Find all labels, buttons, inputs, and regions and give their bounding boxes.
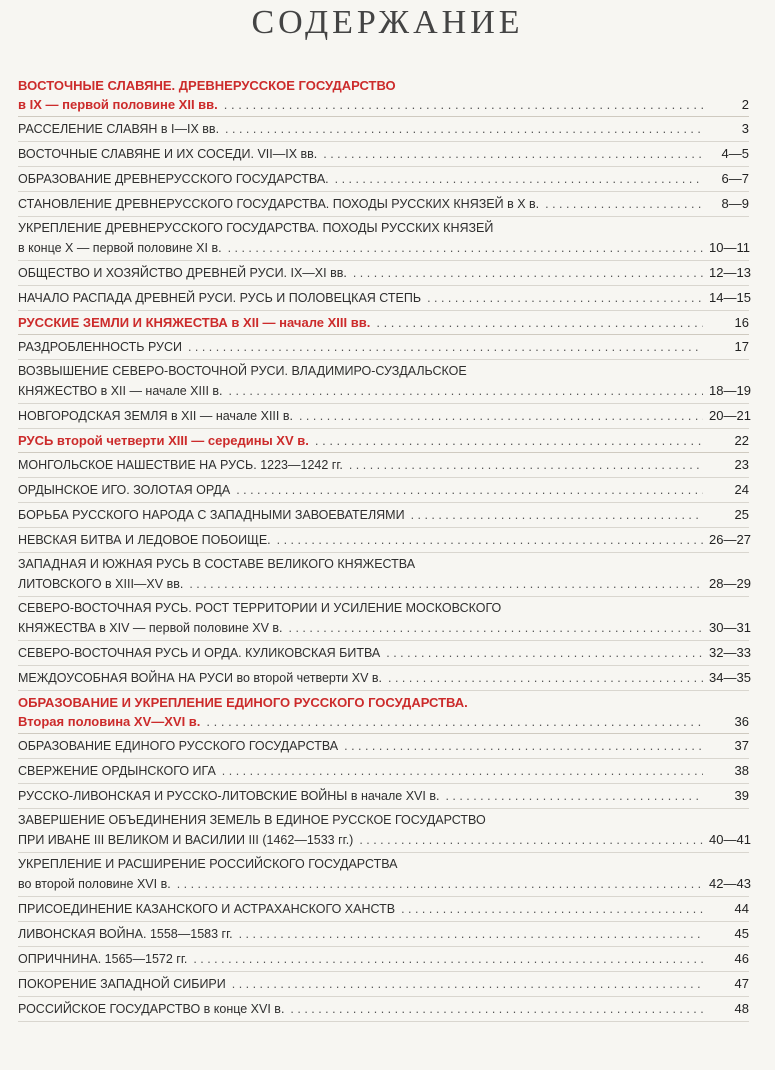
dot-leader bbox=[236, 481, 703, 500]
dot-leader bbox=[289, 619, 703, 638]
toc-entry[interactable] bbox=[18, 453, 749, 478]
page-number: 40—41 bbox=[709, 832, 751, 847]
toc-entry-title: ОРДЫНСКОЕ ИГО. ЗОЛОТАЯ ОРДА bbox=[18, 483, 231, 497]
page-number: 38 bbox=[734, 763, 749, 778]
toc-entry-title: РАССЕЛЕНИЕ СЛАВЯН в I—IX вв. bbox=[18, 122, 220, 136]
toc-entry[interactable] bbox=[18, 142, 749, 167]
toc-entry[interactable] bbox=[18, 947, 749, 972]
page-number: 22 bbox=[734, 433, 749, 448]
toc-entry-title: ОБРАЗОВАНИЕ ДРЕВНЕРУССКОГО ГОСУДАРСТВА. bbox=[18, 172, 329, 186]
toc-entry-title: РУССКО-ЛИВОНСКАЯ И РУССКО-ЛИТОВСКИЕ ВОЙНЫ в начале XVI в. bbox=[18, 789, 440, 803]
dot-leader bbox=[344, 737, 703, 756]
dot-leader bbox=[353, 264, 703, 283]
toc-entry-title: ОБЩЕСТВО И ХОЗЯЙСТВО ДРЕВНЕЙ РУСИ. IX—XI вв. bbox=[18, 266, 347, 280]
toc-entry-title: во второй половине XVI в. bbox=[18, 877, 171, 891]
toc-entry-title-line: ОБРАЗОВАНИЕ И УКРЕПЛЕНИЕ ЕДИНОГО РУССКОГО ГОСУДАРСТВА. bbox=[18, 695, 468, 710]
dot-leader bbox=[177, 875, 703, 894]
toc-entry-title: в IX — первой половине XII вв. bbox=[18, 97, 218, 112]
page-number: 17 bbox=[734, 339, 749, 354]
toc-entry-title: СЕВЕРО-ВОСТОЧНАЯ РУСЬ И ОРДА. КУЛИКОВСКАЯ БИТВА bbox=[18, 646, 381, 660]
dot-leader bbox=[189, 575, 703, 594]
toc-entry[interactable] bbox=[18, 553, 749, 597]
dot-leader bbox=[277, 531, 703, 550]
dot-leader bbox=[388, 669, 703, 688]
toc-entry[interactable] bbox=[18, 641, 749, 666]
toc-entry-title-line: ЗАВЕРШЕНИЕ ОБЪЕДИНЕНИЯ ЗЕМЕЛЬ В ЕДИНОЕ РУССКОЕ ГОСУДАРСТВО bbox=[18, 813, 486, 827]
toc-entry[interactable] bbox=[18, 809, 749, 853]
toc-entry[interactable] bbox=[18, 503, 749, 528]
toc-entry-title: ОБРАЗОВАНИЕ ЕДИНОГО РУССКОГО ГОСУДАРСТВА bbox=[18, 739, 339, 753]
page-number: 42—43 bbox=[709, 876, 751, 891]
page-number: 48 bbox=[734, 1001, 749, 1016]
toc-entry[interactable] bbox=[18, 117, 749, 142]
dot-leader bbox=[229, 382, 703, 401]
toc-entry[interactable] bbox=[18, 597, 749, 641]
toc-entry[interactable] bbox=[18, 784, 749, 809]
toc-entry[interactable] bbox=[18, 997, 749, 1022]
dot-leader bbox=[206, 712, 703, 731]
toc-entry-title: НОВГОРОДСКАЯ ЗЕМЛЯ в XII — начале XIII в. bbox=[18, 409, 293, 423]
page-number: 39 bbox=[734, 788, 749, 803]
dot-leader bbox=[376, 313, 703, 332]
page-number: 10—11 bbox=[709, 240, 750, 255]
toc-entry-title: РУССКИЕ ЗЕМЛИ И КНЯЖЕСТВА в XII — начале XIII вв. bbox=[18, 315, 371, 330]
toc-entry[interactable] bbox=[18, 217, 749, 261]
toc-entry[interactable] bbox=[18, 360, 749, 404]
toc-section-entry[interactable] bbox=[18, 311, 749, 335]
toc-entry-title: ЛИВОНСКАЯ ВОЙНА. 1558—1583 гг. bbox=[18, 927, 233, 941]
page-number: 12—13 bbox=[709, 265, 751, 280]
toc-entry-title: в конце X — первой половине XI в. bbox=[18, 241, 222, 255]
page-number: 46 bbox=[734, 951, 749, 966]
toc-entry-title: РУСЬ второй четверти XIII — середины XV в. bbox=[18, 433, 309, 448]
toc-entry-title: МЕЖДОУСОБНАЯ ВОЙНА НА РУСИ во второй четверти XV в. bbox=[18, 671, 383, 685]
toc-section-entry[interactable] bbox=[18, 74, 749, 117]
page-number: 34—35 bbox=[709, 670, 751, 685]
toc-entry[interactable] bbox=[18, 528, 749, 553]
toc-entry-title: МОНГОЛЬСКОЕ НАШЕСТВИЕ НА РУСЬ. 1223—1242 гг. bbox=[18, 458, 343, 472]
toc-entry-title: КНЯЖЕСТВА в XIV — первой половине XV в. bbox=[18, 621, 283, 635]
page-number: 4—5 bbox=[721, 146, 749, 161]
page-number: 32—33 bbox=[709, 645, 751, 660]
page-number: 25 bbox=[734, 507, 749, 522]
dot-leader bbox=[239, 925, 703, 944]
toc-entry-title: БОРЬБА РУССКОГО НАРОДА С ЗАПАДНЫМИ ЗАВОЕВАТЕЛЯМИ bbox=[18, 508, 405, 522]
toc-entry-title: ПРИСОЕДИНЕНИЕ КАЗАНСКОГО И АСТРАХАНСКОГО ХАНСТВ bbox=[18, 902, 396, 916]
toc-entry-title-line: УКРЕПЛЕНИЕ И РАСШИРЕНИЕ РОССИЙСКОГО ГОСУДАРСТВА bbox=[18, 857, 398, 871]
toc-entry[interactable] bbox=[18, 666, 749, 691]
page-number: 44 bbox=[734, 901, 749, 916]
toc-entry-title: ВОСТОЧНЫЕ СЛАВЯНЕ И ИХ СОСЕДИ. VII—IX вв. bbox=[18, 147, 318, 161]
page-number: 45 bbox=[734, 926, 749, 941]
dot-leader bbox=[411, 506, 703, 525]
page-number: 24 bbox=[734, 482, 749, 497]
page-number: 47 bbox=[734, 976, 749, 991]
toc-entry-title-line: СЕВЕРО-ВОСТОЧНАЯ РУСЬ. РОСТ ТЕРРИТОРИИ И УСИЛЕНИЕ МОСКОВСКОГО bbox=[18, 601, 502, 615]
page-number: 23 bbox=[734, 457, 749, 472]
toc-entry[interactable] bbox=[18, 192, 749, 217]
toc-entry[interactable] bbox=[18, 922, 749, 947]
toc-entry-title: РАЗДРОБЛЕННОСТЬ РУСИ bbox=[18, 340, 182, 354]
dot-leader bbox=[323, 145, 703, 164]
page-number: 28—29 bbox=[709, 576, 751, 591]
dot-leader bbox=[315, 431, 703, 450]
dot-leader bbox=[224, 95, 703, 114]
dot-leader bbox=[349, 456, 703, 475]
toc-entry-title: КНЯЖЕСТВО в XII — начале XIII в. bbox=[18, 384, 223, 398]
toc-entry[interactable] bbox=[18, 335, 749, 360]
page-number: 26—27 bbox=[709, 532, 751, 547]
toc-section-entry[interactable] bbox=[18, 691, 749, 734]
dot-leader bbox=[225, 120, 703, 139]
dot-leader bbox=[427, 289, 703, 308]
dot-leader bbox=[445, 787, 703, 806]
page-number: 16 bbox=[734, 315, 749, 330]
dot-leader bbox=[188, 338, 703, 357]
page-number: 14—15 bbox=[709, 290, 751, 305]
toc-entry-title: НАЧАЛО РАСПАДА ДРЕВНЕЙ РУСИ. РУСЬ И ПОЛОВЕЦКАЯ СТЕПЬ bbox=[18, 291, 422, 305]
toc-entry-title: СТАНОВЛЕНИЕ ДРЕВНЕРУССКОГО ГОСУДАРСТВА. ПОХОДЫ РУССКИХ КНЯЗЕЙ в X в. bbox=[18, 197, 540, 211]
dot-leader bbox=[401, 900, 703, 919]
page-number: 18—19 bbox=[709, 383, 751, 398]
toc-entry-title: НЕВСКАЯ БИТВА И ЛЕДОВОЕ ПОБОИЩЕ. bbox=[18, 533, 271, 547]
page-number: 6—7 bbox=[721, 171, 749, 186]
dot-leader bbox=[386, 644, 703, 663]
toc-entry-title-line: ВОСТОЧНЫЕ СЛАВЯНЕ. ДРЕВНЕРУССКОЕ ГОСУДАРСТВО bbox=[18, 78, 396, 93]
page-number: 30—31 bbox=[709, 620, 751, 635]
dot-leader bbox=[335, 170, 703, 189]
toc-entry-title-line: ЗАПАДНАЯ И ЮЖНАЯ РУСЬ В СОСТАВЕ ВЕЛИКОГО КНЯЖЕСТВА bbox=[18, 557, 416, 571]
page-number: 37 bbox=[734, 738, 749, 753]
page-number: 8—9 bbox=[721, 196, 749, 211]
table-of-contents bbox=[18, 74, 749, 1022]
dot-leader bbox=[545, 195, 703, 214]
toc-section-entry[interactable] bbox=[18, 429, 749, 453]
toc-entry[interactable] bbox=[18, 853, 749, 897]
toc-entry-title: Вторая половина XV—XVI в. bbox=[18, 714, 201, 729]
toc-entry[interactable] bbox=[18, 286, 749, 311]
page-number: 20—21 bbox=[709, 408, 751, 423]
dot-leader bbox=[228, 239, 703, 258]
toc-entry[interactable] bbox=[18, 759, 749, 784]
page-number: 36 bbox=[734, 714, 749, 729]
toc-entry-title: ПОКОРЕНИЕ ЗАПАДНОЙ СИБИРИ bbox=[18, 977, 226, 991]
page-number: 3 bbox=[741, 121, 749, 136]
toc-entry[interactable] bbox=[18, 404, 749, 429]
dot-leader bbox=[232, 975, 703, 994]
toc-entry[interactable] bbox=[18, 972, 749, 997]
toc-entry[interactable] bbox=[18, 734, 749, 759]
toc-entry[interactable] bbox=[18, 478, 749, 503]
toc-entry[interactable] bbox=[18, 897, 749, 922]
toc-entry-title: СВЕРЖЕНИЕ ОРДЫНСКОГО ИГА bbox=[18, 764, 216, 778]
toc-entry-title: ОПРИЧНИНА. 1565—1572 гг. bbox=[18, 952, 188, 966]
toc-entry-title: РОССИЙСКОЕ ГОСУДАРСТВО в конце XVI в. bbox=[18, 1002, 285, 1016]
toc-entry-title: ПРИ ИВАНЕ III ВЕЛИКОМ И ВАСИЛИИ III (1462—1533 гг.) bbox=[18, 833, 354, 847]
dot-leader bbox=[299, 407, 703, 426]
dot-leader bbox=[193, 950, 703, 969]
toc-entry[interactable] bbox=[18, 167, 749, 192]
page-number: 2 bbox=[741, 97, 749, 112]
toc-entry-title: ЛИТОВСКОГО в XIII—XV вв. bbox=[18, 577, 184, 591]
toc-entry[interactable] bbox=[18, 261, 749, 286]
toc-entry-title-line: УКРЕПЛЕНИЕ ДРЕВНЕРУССКОГО ГОСУДАРСТВА. ПОХОДЫ РУССКИХ КНЯЗЕЙ bbox=[18, 221, 494, 235]
dot-leader bbox=[359, 831, 703, 850]
page-title: СОДЕРЖАНИЕ bbox=[251, 4, 524, 41]
toc-entry-title-line: ВОЗВЫШЕНИЕ СЕВЕРО-ВОСТОЧНОЙ РУСИ. ВЛАДИМИРО-СУЗДАЛЬСКОЕ bbox=[18, 364, 467, 378]
dot-leader bbox=[290, 1000, 703, 1019]
dot-leader bbox=[222, 762, 703, 781]
